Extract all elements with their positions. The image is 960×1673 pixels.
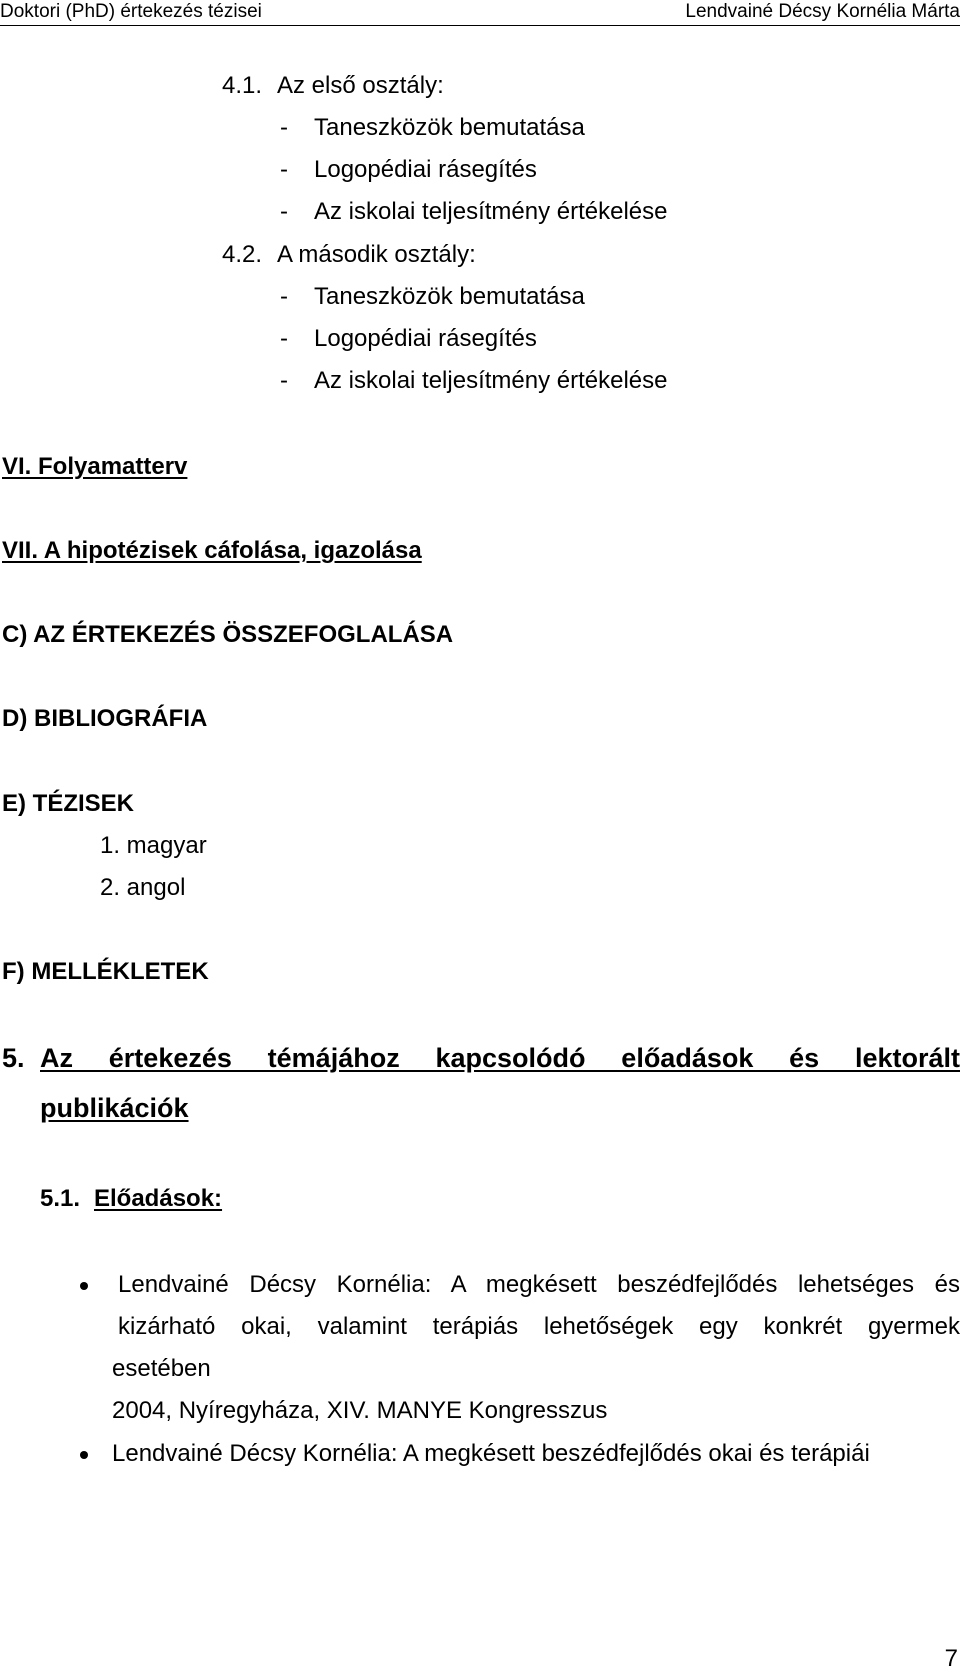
toc-4-1-title: Az első osztály: <box>277 72 444 99</box>
toc-4-1-item: Taneszközök bemutatása <box>314 114 585 141</box>
toc-4-1-number: 4.1. <box>222 72 263 99</box>
section-c-heading: C) AZ ÉRTEKEZÉS ÖSSZEFOGLALÁSA <box>2 621 454 648</box>
section-5-number: 5. <box>2 1043 25 1073</box>
section-5-title-text: Az értekezés témájához kapcsolódó előadások és lektorált <box>40 1043 960 1073</box>
section-5-title-line1 <box>40 1045 960 1072</box>
dash-marker: - <box>280 367 288 394</box>
toc-4-2-item: Logopédiai rásegítés <box>314 325 537 352</box>
dash-marker: - <box>280 283 288 310</box>
dash-marker: - <box>280 114 288 141</box>
toc-4-2-title: A második osztály: <box>277 241 476 268</box>
header-divider <box>0 25 960 26</box>
lecture-1-event: 2004, Nyíregyháza, XIV. MANYE Kongresszus <box>112 1397 608 1424</box>
toc-4-2-number: 4.2. <box>222 241 263 268</box>
toc-4-1-item: Az iskolai teljesítmény értékelése <box>314 198 668 225</box>
dash-marker: - <box>280 156 288 183</box>
toc-4-2-item: Taneszközök bemutatása <box>314 283 585 310</box>
section-5-1-number: 5.1. <box>40 1185 81 1212</box>
section-5-title-line2: publikációk <box>40 1093 189 1123</box>
thesis-item: 2. angol <box>100 874 186 901</box>
section-f-heading: F) MELLÉKLETEK <box>2 958 209 985</box>
thesis-item: 1. magyar <box>100 832 207 859</box>
bullet-icon <box>80 1282 88 1290</box>
header-author: Lendvainé Décsy Kornélia Márta <box>685 1 960 22</box>
lecture-1-line3: esetében <box>112 1355 211 1382</box>
lecture-1-line2: kizárható okai, valamint terápiás lehetőségek egy konkrét gyermek <box>118 1313 960 1340</box>
toc-4-1-item: Logopédiai rásegítés <box>314 156 537 183</box>
section-5-1-title: Előadások: <box>94 1185 223 1212</box>
section-vii-heading: VII. A hipotézisek cáfolása, igazolása <box>2 537 422 564</box>
page-number: 7 <box>944 1645 958 1672</box>
bullet-icon <box>80 1451 88 1459</box>
dash-marker: - <box>280 198 288 225</box>
section-vi-heading: VI. Folyamatterv <box>2 453 188 480</box>
toc-4-2-item: Az iskolai teljesítmény értékelése <box>314 367 668 394</box>
dash-marker: - <box>280 325 288 352</box>
section-d-heading: D) BIBLIOGRÁFIA <box>2 705 208 732</box>
section-e-heading: E) TÉZISEK <box>2 790 135 817</box>
lecture-1-line1: Lendvainé Décsy Kornélia: A megkésett beszédfejlődés lehetséges és <box>118 1271 960 1298</box>
lecture-2-line1: Lendvainé Décsy Kornélia: A megkésett beszédfejlődés okai és terápiái <box>112 1440 870 1467</box>
header-title: Doktori (PhD) értekezés tézisei <box>0 1 262 22</box>
